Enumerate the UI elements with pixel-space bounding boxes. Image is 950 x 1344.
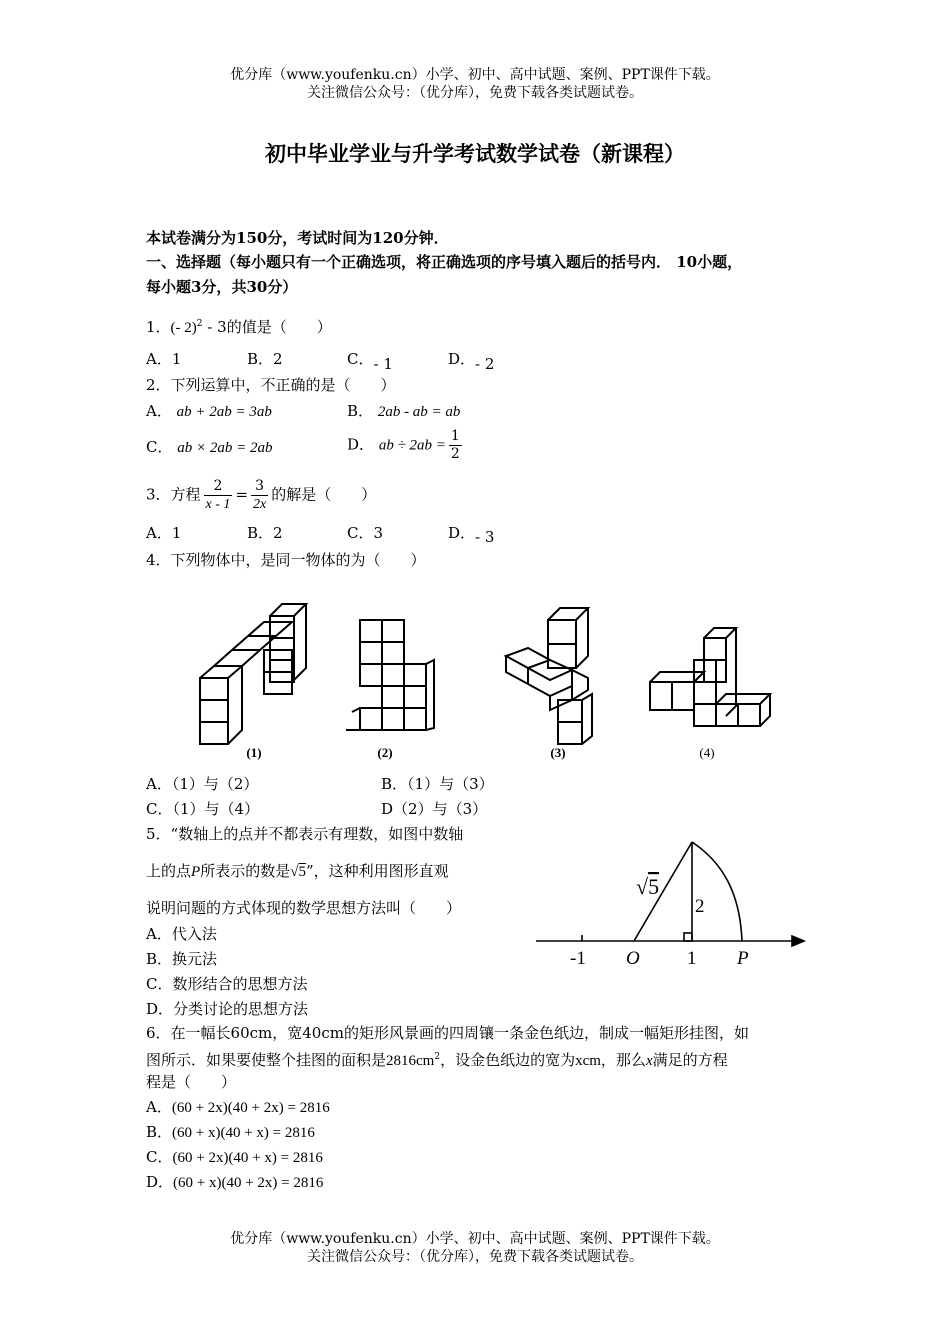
q1-expr-tail: - 3 — [202, 318, 227, 336]
q2-option-b: B． 2ab - ab = ab — [347, 402, 461, 420]
q2-d-fraction: $\frac{1}{2}$ — [450, 428, 460, 462]
section-heading-line-1: 一、选择题（每小题只有一个正确选项，将正确选项的序号填入题后的括号内． 10小题， — [146, 253, 743, 271]
q3-option-d: D．- 3 — [448, 524, 495, 546]
page-title: 初中毕业学业与升学考试数学试卷（新课程） — [265, 141, 685, 166]
footer-line-2: 关注微信公众号：（优分库），免费下载各类试题试卷。 — [307, 1249, 643, 1265]
q1-option-a: A．1 — [146, 350, 182, 368]
q5-option-c: C．数形结合的思想方法 — [146, 975, 308, 993]
q4-option-c: C．（1）与（4） — [146, 800, 260, 818]
q1-expr-base: (- 2) — [170, 320, 197, 336]
question-2: 2．下列运算中，不正确的是（ ） — [146, 376, 396, 394]
figure-label-2: (2) — [377, 745, 393, 760]
solid-3 — [506, 608, 592, 744]
q1-stem: 的值是（ ） — [226, 318, 332, 336]
section-heading-line-2: 每小题3分，共30分） — [146, 278, 298, 296]
question-5-line-3: 说明问题的方式体现的数学思想方法叫（ ） — [146, 899, 462, 917]
label-p: P — [737, 948, 749, 969]
arc — [692, 842, 742, 941]
q6-option-d: D．(60 + x)(40 + 2x) = 2816 — [146, 1173, 324, 1191]
intro-text: 本试卷满分为150分，考试时间为120分钟． — [146, 229, 449, 247]
q1-expr-exp: 2 — [196, 319, 203, 329]
header-line-1: 优分库（www.youfenku.cn）小学、初中、高中试题、案例、PPT课件下载。 — [230, 67, 720, 83]
figure-label-1: (1) — [246, 745, 262, 760]
q5-number-line-figure — [530, 832, 810, 972]
q1-number: 1． — [146, 318, 171, 336]
footer-line-1: 优分库（www.youfenku.cn）小学、初中、高中试题、案例、PPT课件下载。 — [230, 1231, 720, 1247]
hyp-label: √5 — [636, 874, 660, 899]
label-origin: O — [626, 948, 640, 969]
question-4: 4．下列物体中，是同一物体的为（ ） — [146, 551, 426, 569]
q3-rhs-fraction: $\frac{3}{2x}$ — [253, 478, 267, 512]
q5-option-d: D．分类讨论的思想方法 — [146, 1000, 309, 1018]
question-5-line-2: 上的点P所表示的数是√5”，这种利用图形直观 — [146, 862, 449, 880]
question-6-line-2: 图所示．如果要使整个挂图的面积是$2816cm^2$，设金色纸边的宽为xcm，那么x满足的方程 — [146, 1051, 728, 1069]
solid-4 — [650, 628, 770, 726]
q2-option-a: A． ab + 2ab = 3ab — [146, 402, 272, 420]
q1-option-c: C．- 1 — [347, 350, 393, 373]
right-angle-mark — [684, 933, 692, 941]
q4-option-a: A．（1）与（2） — [146, 775, 259, 793]
question-6-line-3: 程是（ ） — [146, 1073, 237, 1091]
solid-1 — [200, 604, 306, 744]
q6-option-a: A．(60 + 2x)(40 + 2x) = 2816 — [146, 1098, 330, 1116]
figure-label-3: (3) — [550, 745, 566, 760]
q4-figure-cubes — [180, 590, 800, 770]
question-3: 3．方程 $\frac{2}{x - 1}$ = $\frac{3}{2x}$ 的解是（ ） — [146, 478, 377, 512]
q3-lhs-fraction: $\frac{2}{x - 1}$ — [205, 478, 231, 512]
figure-label-4: (4) — [699, 745, 715, 760]
q5-option-b: B．换元法 — [146, 950, 218, 968]
q4-option-b: B．（1）与（3） — [381, 775, 494, 793]
question-6-line-1: 6．在一幅长60cm，宽40cm的矩形风景画的四周镶一条金色纸边，制成一幅矩形挂图，如 — [146, 1024, 749, 1042]
label-one: 1 — [687, 948, 697, 969]
question-5-line-1: 5．“数轴上的点并不都表示有理数，如图中数轴 — [146, 825, 464, 843]
q1-option-b: B．2 — [247, 350, 283, 368]
label-neg-one: -1 — [570, 948, 586, 969]
axis-arrow-icon — [792, 936, 804, 946]
q6-option-b: B．(60 + x)(40 + x) = 2816 — [146, 1123, 315, 1141]
header-line-2: 关注微信公众号：（优分库），免费下载各类试题试卷。 — [307, 85, 643, 101]
q5-option-a: A．代入法 — [146, 925, 217, 943]
q1-option-d: D．- 2 — [448, 350, 495, 373]
height-label: 2 — [695, 896, 705, 917]
question-1 — [146, 313, 332, 339]
q3-option-b: B．2 — [247, 524, 283, 542]
q4-option-d: D（2）与（3） — [381, 800, 488, 818]
q6-option-c: C．(60 + 2x)(40 + x) = 2816 — [146, 1148, 323, 1166]
q3-option-a: A．1 — [146, 524, 182, 542]
q2-option-d: D． ab ÷ 2ab = $\frac{1}{2}$ — [347, 428, 460, 462]
q3-option-c: C．3 — [347, 524, 384, 542]
q2-option-c: C． ab × 2ab = 2ab — [146, 438, 273, 456]
solid-2 — [346, 620, 434, 730]
